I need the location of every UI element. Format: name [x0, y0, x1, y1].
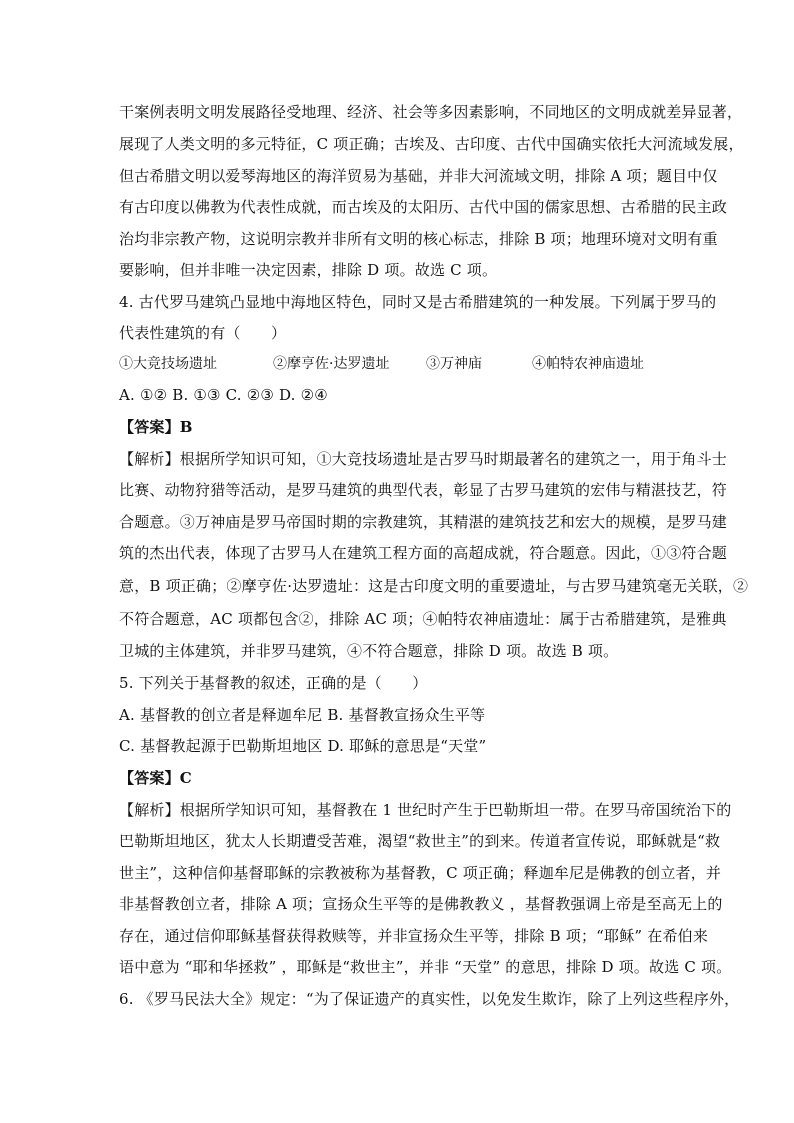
- analysis-line: 筑的杰出代表，体现了古罗马人在建筑工程方面的高超成就，符合题意。因此，①③符合题: [119, 544, 728, 562]
- option-item: ③万神庙: [426, 356, 482, 372]
- answer-label: 【答案】C: [119, 769, 192, 787]
- analysis-line: 巴勒斯坦地区，犹太人长期遭受苦难，渴望“救世主”的到来。传道者宣传说，耶稣就是“救: [119, 832, 721, 850]
- answer-label: 【答案】B: [119, 418, 193, 436]
- analysis-line: 卫城的主体建筑，并非罗马建筑，④不符合题意，排除 D 项。故选 B 项。: [119, 642, 619, 660]
- answer-choices: A. 基督教的创立者是释迦牟尼 B. 基督教宣扬众生平等: [119, 706, 486, 724]
- analysis-line: 意，B 项正确；②摩亨佐·达罗遗址：这是古印度文明的重要遗址，与古罗马建筑毫无关联，②: [119, 577, 749, 595]
- text-line: 但古希腊文明以爱琴海地区的海洋贸易为基础，并非大河流域文明，排除 A 项；题目中仅: [119, 167, 718, 185]
- answer-choices: C. 基督教起源于巴勒斯坦地区 D. 耶稣的意思是“天堂”: [119, 737, 487, 755]
- question-stem: 4. 古代罗马建筑凸显地中海地区特色，同时又是古希腊建筑的一种发展。下列属于罗马的: [119, 293, 717, 311]
- text-line: 治均非宗教产物，这说明宗教并非所有文明的核心标志，排除 B 项；地理环境对文明有重: [119, 230, 718, 248]
- question-stem: 6. 《罗马民法大全》规定：“为了保证遗产的真实性，以免发生欺诈，除了上列这些程序外，: [119, 990, 740, 1008]
- text-line: 要影响，但并非唯一决定因素，排除 D 项。故选 C 项。: [119, 261, 498, 279]
- text-line: 干案例表明文明发展路径受地理、经济、社会等多因素影响，不同地区的文明成就差异显著，: [119, 103, 743, 121]
- analysis-line: 【解析】根据所学知识可知，①大竞技场遗址是古罗马时期最著名的建筑之一，用于角斗士: [119, 450, 728, 468]
- option-item: ①大竞技场遗址: [119, 356, 217, 372]
- question-stem: 5. 下列关于基督教的叙述，正确的是（ ）: [119, 674, 428, 692]
- analysis-line: 不符合题意，AC 项都包含②，排除 AC 项；④帕特农神庙遗址：属于古希腊建筑，是雅典: [119, 610, 727, 628]
- analysis-line: 比赛、动物狩猎等活动，是罗马建筑的典型代表，彰显了古罗马建筑的宏伟与精湛技艺，符: [119, 481, 728, 499]
- question-stem: 代表性建筑的有（ ）: [119, 324, 287, 342]
- answer-choices: A. ①② B. ①③ C. ②③ D. ②④: [119, 386, 328, 404]
- text-line: 有古印度以佛教为代表性成就，而古埃及的太阳历、古代中国的儒家思想、古希腊的民主政: [119, 198, 728, 216]
- option-item: ②摩亨佐·达罗遗址: [273, 356, 390, 372]
- analysis-line: 合题意。③万神庙是罗马帝国时期的宗教建筑，其精湛的建筑技艺和宏大的规模，是罗马建: [119, 513, 728, 531]
- analysis-line: 语中意为 “耶和华拯救” ，耶稣是“救世主”，并非 “天堂” 的意思，排除 D 项。故选 C 项。: [119, 958, 732, 976]
- text-line: 展现了人类文明的多元特征，C 项正确；古埃及、古印度、古代中国确实依托大河流域发展，: [119, 135, 744, 153]
- option-item: ④帕特农神庙遗址: [532, 356, 644, 372]
- analysis-line: 世主”，这种信仰基督耶稣的宗教被称为基督教，C 项正确；释迦牟尼是佛教的创立者，并: [119, 864, 722, 882]
- analysis-line: 非基督教创立者，排除 A 项；宣扬众生平等的是佛教教义 ，基督教强调上帝是至高无上的: [119, 895, 723, 913]
- analysis-line: 存在，通过信仰耶稣基督获得救赎等，并非宣扬众生平等，排除 B 项；“耶稣” 在希伯来: [119, 927, 709, 945]
- analysis-line: 【解析】根据所学知识可知，基督教在 1 世纪时产生于巴勒斯坦一带。在罗马帝国统治下的: [119, 801, 732, 819]
